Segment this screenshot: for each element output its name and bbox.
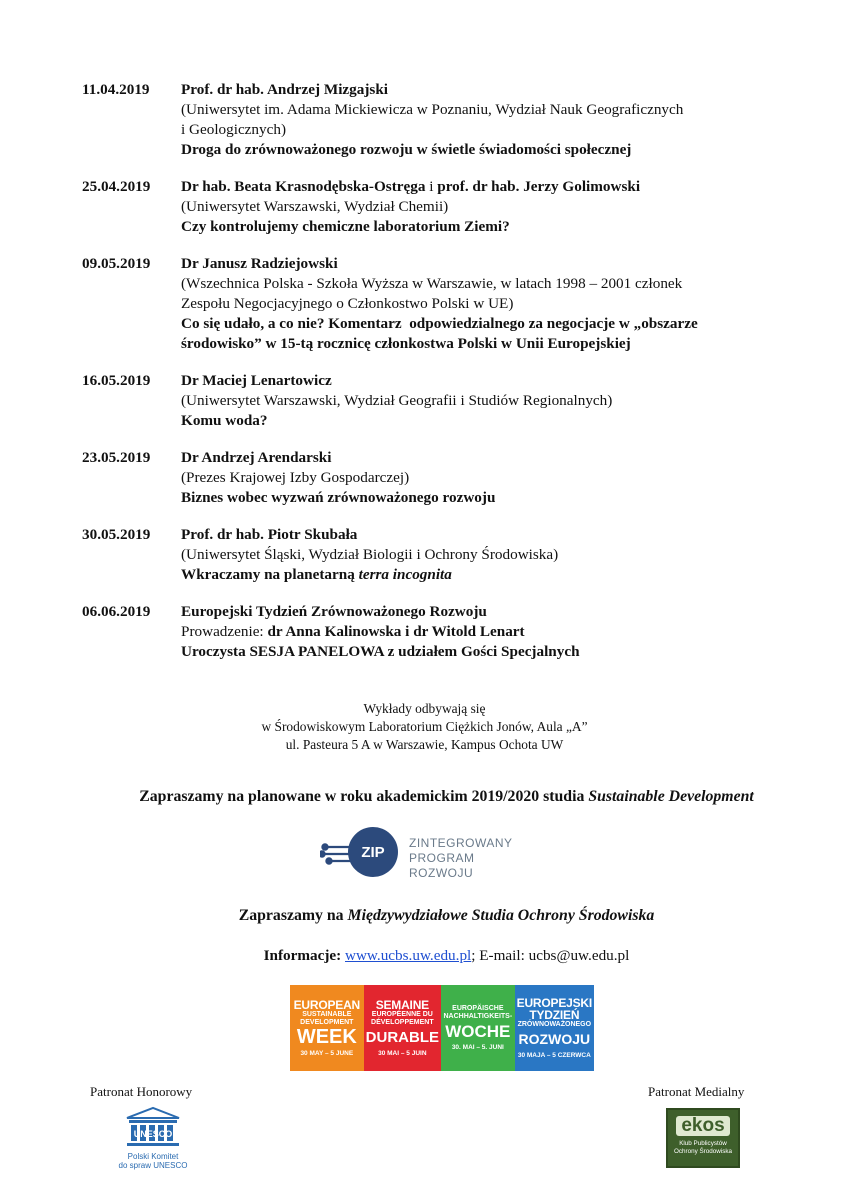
zip-text — [409, 836, 530, 881]
speaker-name: prof. dr hab. Jerzy Golimowski — [437, 178, 641, 195]
unesco-temple-icon — [123, 1106, 183, 1150]
lecture-affiliation: Zespołu Negocjacyjnego o Członkostwo Polski w UE) — [181, 295, 514, 312]
contact-info — [0, 947, 849, 965]
title-italic: terra incognita — [358, 566, 452, 583]
tile-top: EUROPEJSKI TYDZIEŃ — [516, 995, 593, 1022]
tile-date: 30 MAI – 5 JUIN — [378, 1049, 427, 1057]
caption-line: Polski Komitet — [127, 1152, 179, 1161]
lecture-title — [181, 565, 802, 585]
lecture-entry — [82, 525, 802, 585]
lecture-affiliation: (Uniwersytet Warszawski, Wydział Geografii i Studiów Regionalnych) — [181, 392, 613, 409]
unesco-caption — [108, 1152, 198, 1170]
lecture-affiliation: (Uniwersytet im. Adama Mickiewicza w Poznaniu, Wydział Nauk Geograficznych — [181, 101, 684, 118]
invitation-italic: Sustainable Development — [588, 788, 754, 805]
event-name: Europejski Tydzień Zrównoważonego Rozwoju — [181, 603, 487, 620]
website-link[interactable]: www.ucbs.uw.edu.pl — [345, 947, 472, 964]
lecture-date: 30.05.2019 — [82, 526, 151, 543]
lecture-speaker: Dr Maciej Lenartowicz — [181, 372, 332, 389]
title-text: Wkraczamy na planetarną — [181, 566, 359, 583]
tile-top: SEMAINE — [375, 997, 429, 1012]
lecture-schedule — [82, 80, 802, 679]
venue-line: ul. Pasteura 5 A w Warszawie, Kampus Ochota UW — [285, 737, 564, 752]
lecture-date: 25.04.2019 — [82, 178, 151, 195]
tile-date: 30 MAJA – 5 CZERWCA — [517, 1051, 591, 1059]
studies-invitation — [0, 788, 849, 806]
ekos-word: ekos — [676, 1116, 730, 1136]
lecture-speaker — [181, 177, 802, 197]
media-patronage-label: Patronat Medialny — [648, 1084, 745, 1099]
lecture-affiliation: i Geologicznych) — [181, 121, 287, 138]
banner-tile-english — [290, 985, 364, 1071]
zip-text-line: ZINTEGROWANY — [409, 836, 513, 850]
tile-big: WEEK — [296, 1025, 357, 1048]
lecture-entry — [82, 448, 802, 508]
tile-mid: ZRÓWNOWAŻONEGO — [517, 1020, 592, 1028]
event-hosts — [181, 622, 802, 642]
lecture-entry — [82, 254, 802, 354]
tile-date: 30. MAI – 5. JUNI — [451, 1043, 504, 1051]
tile-mid: NACHHALTIGKEITS- — [443, 1012, 513, 1020]
unesco-logo — [108, 1106, 198, 1170]
invitation-text: Zapraszamy na — [238, 907, 348, 924]
banner-tile-polish — [515, 985, 594, 1071]
lecture-date: 16.05.2019 — [82, 372, 151, 389]
tile-mid: EUROPÉENNE DU DÉVELOPPEMENT — [371, 1010, 434, 1026]
lecture-title: Biznes wobec wyzwań zrównoważonego rozwoju — [181, 489, 496, 506]
lecture-title: Uroczysta SESJA PANELOWA z udziałem Gości Specjalnych — [181, 643, 580, 660]
invitation-italic: Międzywydziałowe Studia Ochrony Środowiska — [347, 907, 655, 924]
zip-badge: ZIP — [348, 827, 398, 877]
tile-big: WOCHE — [445, 1021, 511, 1041]
lecture-affiliation: (Prezes Krajowej Izby Gospodarczej) — [181, 469, 410, 486]
lecture-title: środowisko” w 15-tą rocznicę członkostwa Polski w Unii Europejskiej — [181, 335, 631, 352]
caption-line: Klub Publicystów — [679, 1140, 727, 1147]
lecture-speaker: Dr Andrzej Arendarski — [181, 449, 332, 466]
tile-top: EUROPÄISCHE — [452, 1004, 504, 1012]
invitation-text: Zapraszamy na planowane w roku akademickim 2019/2020 studia — [139, 788, 589, 805]
lecture-entry — [82, 80, 802, 160]
venue-info — [0, 700, 849, 754]
lecture-speaker: Dr Janusz Radziejowski — [181, 255, 338, 272]
hosts-names: dr Anna Kalinowska i dr Witold Lenart — [267, 623, 525, 640]
honorary-patronage-label: Patronat Honorowy — [90, 1084, 193, 1099]
zip-logo — [320, 827, 530, 880]
venue-line: w Środowiskowym Laboratorium Ciężkich Jonów, Aula „A” — [261, 719, 588, 734]
lecture-date: 23.05.2019 — [82, 449, 151, 466]
banner-tile-french — [364, 985, 441, 1071]
lecture-affiliation: (Uniwersytet Śląski, Wydział Biologii i Ochrony Środowiska) — [181, 546, 559, 563]
caption-line: Ochrony Środowiska — [673, 1147, 733, 1155]
ekos-logo — [666, 1108, 740, 1168]
tile-date: 30 MAY – 5 JUNE — [300, 1049, 354, 1057]
speaker-connector: i — [425, 178, 438, 195]
lecture-title: Droga do zrównoważonego rozwoju w świetle świadomości społecznej — [181, 141, 632, 158]
tile-big: ROZWOJU — [518, 1030, 591, 1047]
lecture-entry — [82, 602, 802, 662]
tile-big: DURABLE — [365, 1028, 439, 1046]
lecture-date: 11.04.2019 — [82, 81, 150, 98]
ekos-caption — [668, 1140, 738, 1155]
hosts-label: Prowadzenie: — [181, 623, 268, 640]
lecture-title: Komu woda? — [181, 412, 268, 429]
email-text: ; E-mail: ucbs@uw.edu.pl — [471, 947, 630, 964]
venue-line: Wykłady odbywają się — [363, 701, 486, 716]
caption-line: do spraw UNESCO — [118, 1161, 188, 1170]
lecture-speaker: Prof. dr hab. Piotr Skubała — [181, 526, 358, 543]
lecture-date: 06.06.2019 — [82, 603, 151, 620]
lecture-affiliation: (Wszechnica Polska - Szkoła Wyższa w Warszawie, w latach 1998 – 2001 członek — [181, 275, 683, 292]
tile-mid: SUSTAINABLE DEVELOPMENT — [300, 1010, 354, 1026]
lecture-affiliation: (Uniwersytet Warszawski, Wydział Chemii) — [181, 198, 449, 215]
unesco-word: UNESCO — [133, 1129, 173, 1139]
lecture-entry — [82, 177, 802, 237]
banner-tile-german — [441, 985, 515, 1071]
zip-text-line: PROGRAM ROZWOJU — [409, 851, 475, 880]
lecture-title: Czy kontrolujemy chemiczne laboratorium Ziemi? — [181, 218, 510, 235]
env-studies-invitation — [0, 907, 849, 925]
info-label: Informacje: — [263, 947, 342, 964]
lecture-speaker: Prof. dr hab. Andrzej Mizgajski — [181, 81, 388, 98]
tile-top: EUROPEAN — [293, 997, 361, 1012]
lecture-date: 09.05.2019 — [82, 255, 151, 272]
speaker-name: Dr hab. Beata Krasnodębska-Ostręga — [181, 178, 426, 195]
lecture-entry — [82, 371, 802, 431]
eswd-banner — [290, 985, 594, 1071]
lecture-title: Co się udało, a co nie? Komentarz odpowiedzialnego za negocjacje w „obszarze — [181, 315, 698, 332]
